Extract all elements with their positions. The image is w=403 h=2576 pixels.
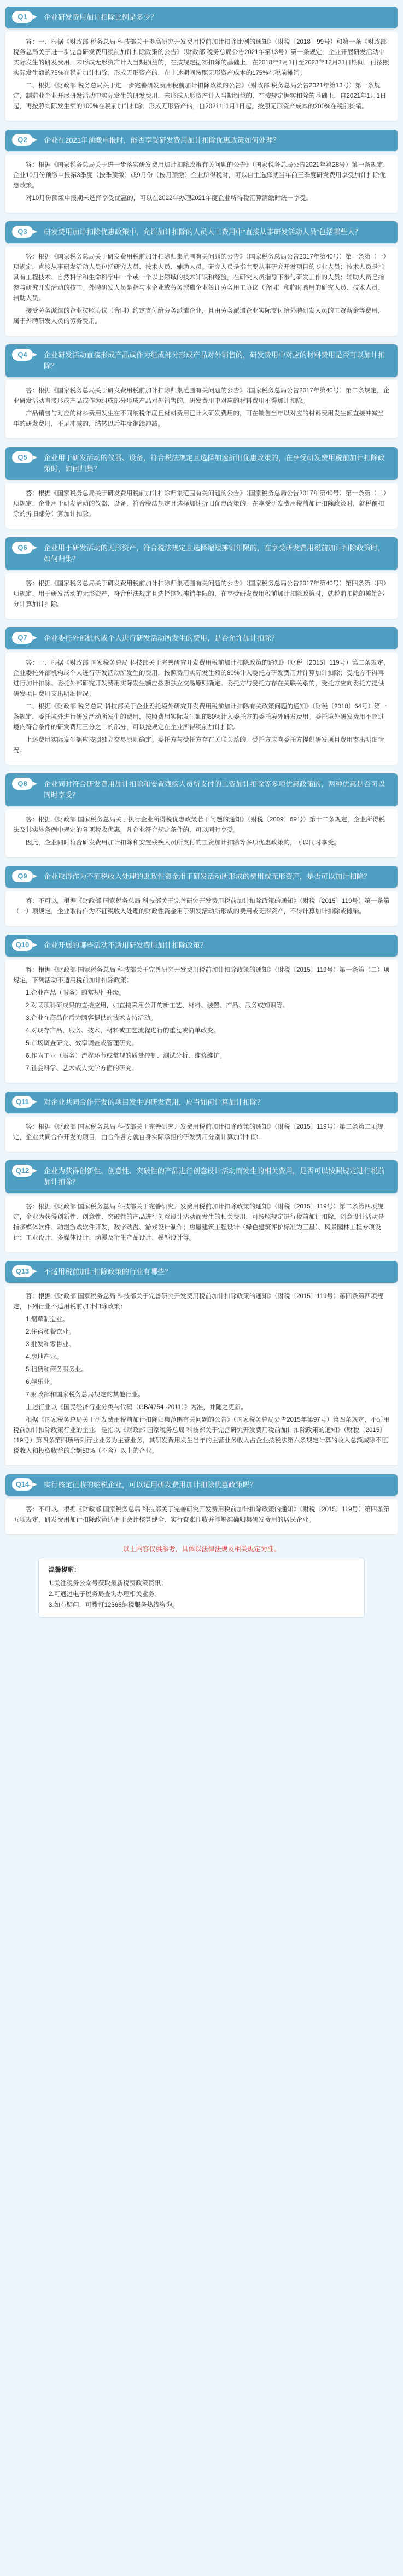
question-banner xyxy=(5,537,398,570)
answer-block xyxy=(5,1286,398,1465)
answer-paragraph: 7.社会科学、艺术或人文学方面的研究。 xyxy=(26,1065,138,1072)
answer-block xyxy=(5,380,398,438)
faq-item xyxy=(5,773,398,857)
answer-paragraph: 答：根据《财政部 国家税务总局 科技部关于完善研究开发费用税前加计扣除政策的通知》（财税〔2015〕119号）第二条第四项规定，企业为获得创新性、创意性、突破性的产品进行创意设计活动而发生的相关费用，可按照规定进行税前加计扣除。创意设计活动是指多媒体软件、动漫游戏软件开发，数字动漫、游戏设计制作；房屋建筑工程设计（绿色建筑评价标准为三星）、风景园林工程专项设计；工业设计、多媒体设计、动漫及衍生产品设计、模型设计等。 xyxy=(13,1204,384,1241)
question-text: 对企业共同合作开发的项目发生的研发费用，应当如何计算加计扣除？ xyxy=(44,1098,265,1106)
tips-line: 3.如有疑问，可拨打12366纳税服务热线咨询。 xyxy=(49,1602,179,1609)
question-number-badge: Q8 xyxy=(12,778,33,790)
question-text: 企业用于研发活动的无形资产，符合税法规定且选择缩短摊销年限的，在享受研发费用税前加计扣除政策时，如何归集？ xyxy=(44,544,386,563)
answer-paragraph: 3.批发和零售业。 xyxy=(26,1341,75,1348)
question-number-badge: Q6 xyxy=(12,542,33,554)
question-number-badge: Q10 xyxy=(12,939,33,951)
question-number-badge: Q9 xyxy=(12,870,33,882)
question-number-badge: Q2 xyxy=(12,134,33,146)
answer-paragraph: 答：一、根据《财政部 国家税务总局 科技部关于完善研究开发费用税前加计扣除政策的通知》（财税〔2015〕119号）第二条规定，企业委托外部机构或个人进行研发活动所发生的费用，按照费用实际发生额的80%计入委托方研发费用并计算加计扣除；受托方不得再进行加计扣除。委托外部研究开发费用实际发生额应按照独立交易原则确定。委托方与受托方存在关联关系的，受托方应向委托方提供研发项目费用支出明细情况。 xyxy=(13,660,390,697)
answer-paragraph: 7.财政部和国家税务总局规定的其他行业。 xyxy=(26,1392,144,1398)
question-banner xyxy=(5,1261,398,1283)
answer-paragraph: 答：根据《财政部 国家税务总局 科技部关于完善研究开发费用税前加计扣除政策的通知》（财税〔2015〕119号）第二条第二项规定，企业共同合作开发的项目，由合作各方就自身实际承担的研发费用分别计算加计扣除。 xyxy=(13,1124,384,1141)
faq-list xyxy=(5,7,398,1618)
answer-paragraph: 5.租赁和商务服务业。 xyxy=(26,1366,88,1373)
answer-paragraph: 6.作为工业（服务）流程环节或常规的质量控制、测试分析、维修维护。 xyxy=(26,1053,226,1059)
question-banner xyxy=(5,866,398,888)
question-banner xyxy=(5,935,398,957)
tips-title: 温馨提醒： xyxy=(49,1567,80,1574)
faq-item xyxy=(5,1261,398,1465)
question-banner xyxy=(5,773,398,806)
answer-paragraph: 上述费用实际发生额应按照独立交易原则确定。委托方与受托方存在关联关系的，受托方应向委托方提供研发项目费用支出明细情况。 xyxy=(13,737,384,754)
question-text: 企业研发活动直接形成产品或作为组成部分形成产品对外销售的，研发费用中对应的材料费用是否可以加计扣除？ xyxy=(44,351,386,370)
answer-block xyxy=(5,247,398,336)
question-text: 企业研发费用加计扣除比例是多少？ xyxy=(44,13,158,21)
faq-item xyxy=(5,130,398,213)
answer-paragraph: 4.对现存产品、服务、技术、材料或工艺流程进行的重复或简单改变。 xyxy=(26,1028,220,1034)
question-text: 企业同时符合研发费用加计扣除和安置残疾人员所支付的工资加计扣除等多项优惠政策的，两种优惠是否可以同时享受？ xyxy=(44,780,386,799)
question-number-badge: Q4 xyxy=(12,349,33,361)
answer-paragraph: 5.市场调查研究、效率调查或管理研究。 xyxy=(26,1040,138,1047)
answer-paragraph: 答：根据《国家税务总局关于进一步落实研发费用加计扣除政策有关问题的公告》（国家税务总局公告2021年第28号）第一条规定，企业10月份预缴申报第3季度（按季预缴）或9月份（按月预缴）企业所得税时，可以自主选择就当年前三季度研发费用享受加计扣除优惠政策。 xyxy=(13,162,390,189)
answer-block xyxy=(5,653,398,765)
question-number-badge: Q14 xyxy=(12,1478,33,1491)
answer-paragraph: 答：不可以。根据《财政部 国家税务总局 科技部关于完善研究开发费用税前加计扣除政策的通知》（财税〔2015〕119号）第一条第（一）项规定，企业取得作为不征税收入处理的财政性资金用于研发活动所形成的费用或无形资产，不得计算加计扣除或摊销。 xyxy=(13,898,390,915)
question-text: 企业委托外部机构或个人进行研发活动所发生的费用，是否允许加计扣除？ xyxy=(44,634,279,642)
faq-item xyxy=(5,447,398,529)
answer-paragraph: 答：根据《财政部 国家税务总局 科技部关于完善研究开发费用税前加计扣除政策的通知》（财税〔2015〕119号）第一条第（二）项规定，下列活动不适用税前加计扣除政策： xyxy=(13,967,390,984)
faq-item xyxy=(5,7,398,121)
question-number-badge: Q12 xyxy=(12,1165,33,1177)
answer-block xyxy=(5,1117,398,1152)
answer-paragraph: 产品销售与对应的材料费用发生在不同纳税年度且材料费用已计入研发费用的，可在销售当年以对应的材料费用发生额直接冲减当年的研发费用，不足冲减的，结转以后年度继续冲减。 xyxy=(13,410,384,427)
question-number-badge: Q5 xyxy=(12,451,33,463)
answer-paragraph: 上述行业以《国民经济行业分类与代码（GB/4754 -2011）》为准，并随之更新。 xyxy=(26,1404,247,1411)
answer-block xyxy=(5,573,398,619)
answer-paragraph: 接受劳务派遣的企业按照协议（合同）约定支付给劳务派遣企业，且由劳务派遣企业实际支付给外聘研发人员的工资薪金等费用，属于外聘研发人员的劳务费用。 xyxy=(13,308,384,325)
answer-paragraph: 二、根据《财政部 税务总局 科技部关于企业委托境外研究开发费用税前加计扣除有关政策问题的通知》（财税〔2018〕64号）第一条规定，委托境外进行研发活动所发生的费用，按照费用实际发生额的80%计入委托方的委托境外研发费用。委托境外研发费用不超过境内符合条件的研发费用三分之二的部分，可以按规定在企业所得税前加计扣除。 xyxy=(13,703,387,731)
answer-block xyxy=(5,483,398,529)
question-number-badge: Q7 xyxy=(12,632,33,644)
question-banner xyxy=(5,7,398,28)
answer-paragraph: 6.娱乐业。 xyxy=(26,1379,56,1386)
question-text: 研发费用加计扣除优惠政策中，允许加计扣除的人员人工费用中"直接从事研发活动人员"包括哪些人？ xyxy=(44,228,362,236)
faq-item xyxy=(5,1160,398,1252)
faq-item xyxy=(5,537,398,619)
question-banner xyxy=(5,627,398,649)
question-banner xyxy=(5,344,398,377)
faq-item xyxy=(5,1092,398,1152)
tips-box xyxy=(38,1558,365,1618)
answer-block xyxy=(5,891,398,926)
answer-paragraph: 答：根据《国家税务总局关于研发费用税前加计扣除归集范围有关问题的公告》（国家税务总局公告2017年第40号）第二条规定，企业研发活动直接形成产品或作为组成部分形成产品对外销售的，研发费用中对应的材料费用不得加计扣除。 xyxy=(13,388,390,404)
question-text: 实行核定征收的纳税企业，可以适用研发费用加计扣除优惠政策吗？ xyxy=(44,1481,258,1489)
question-number-badge: Q11 xyxy=(12,1096,33,1108)
faq-item xyxy=(5,866,398,926)
answer-paragraph: 4.房地产业。 xyxy=(26,1354,63,1360)
question-text: 不适用税前加计扣除政策的行业有哪些？ xyxy=(44,1268,172,1276)
tips-line: 1.关注税务公众号获取最新税费政策资讯； xyxy=(49,1580,167,1587)
faq-item xyxy=(5,1474,398,1534)
question-text: 企业为获得创新性、创意性、突破性的产品进行创意设计活动而发生的相关费用，是否可以按照规定进行税前加计扣除？ xyxy=(44,1167,386,1186)
answer-block xyxy=(5,960,398,1083)
question-number-badge: Q1 xyxy=(12,11,33,23)
answer-block xyxy=(5,1196,398,1252)
question-banner xyxy=(5,447,398,480)
answer-paragraph: 答：根据《财政部 国家税务总局 科技部关于完善研究开发费用税前加计扣除政策的通知》（财税〔2015〕119号）第四条第四项规定，下列行业不适用税前加计扣除政策： xyxy=(13,1293,384,1310)
answer-paragraph: 答：根据《国家税务总局关于研发费用税前加计扣除归集范围有关问题的公告》（国家税务总局公告2017年第40号）第一条第（一）项规定，直接从事研发活动人员包括研究人员、技术人员、辅助人员。研究人员是指主要从事研究开发项目的专业人员；技术人员是指具有工程技术、自然科学和生命科学中一个或一个以上领域的技术知识和经验，在研究人员指导下参与研发工作的人员；辅助人员是指参与研究开发活动的技工。外聘研发人员是指与本企业或劳务派遣企业签订劳务用工协议（合同）和临时聘用的研究人员、技术人员、辅助人员。 xyxy=(13,254,390,302)
question-number-badge: Q3 xyxy=(12,226,33,238)
answer-paragraph: 答：根据《国家税务总局关于研发费用税前加计扣除归集范围有关问题的公告》（国家税务总局公告2017年第40号）第四条第（四）项规定，用于研发活动的无形资产，符合税法规定且选择缩短摊销年限的，在享受研发费用税前加计扣除政策时，就税前扣除的摊销部分计算加计扣除。 xyxy=(13,580,390,608)
question-banner xyxy=(5,1160,398,1193)
tips-line: 2.可通过电子税务局查询办理相关业务； xyxy=(49,1591,161,1598)
answer-paragraph: 答：一、根据《财政部 税务总局 科技部关于提高研究开发费用税前加计扣除比例的通知》（财税〔2018〕99号）和第一条《财政部 税务总局关于进一步完善研发费用税前加计扣除政策的公告》（财政部 税务总局公告2021年第13号）第一条规定，企业开展研发活动中实际发生的研发费用，未形成无形资产计入当期损益的，在按规定据实扣除的基础上，在2018年1月1日至2023年12月31日期间，再按照实际发生额的75%在税前加计扣除；形成无形资产的，在上述期间按照无形资产成本的175%在税前摊销。 xyxy=(13,39,389,77)
answer-paragraph: 2.住宿和餐饮业。 xyxy=(26,1329,75,1335)
faq-item xyxy=(5,344,398,438)
question-banner xyxy=(5,1474,398,1496)
answer-paragraph: 答：不可以。根据《财政部 国家税务总局 科技部关于完善研究开发费用税前加计扣除政策的通知》（财税〔2015〕119号）第四条第五项规定，研发费用加计扣除政策适用于会计核算健全、实行查账征收并能够准确归集研发费用的居民企业。 xyxy=(13,1506,390,1523)
answer-paragraph: 2.对某项科研成果的直接应用，如直接采用公开的新工艺、材料、装置、产品、服务或知识等。 xyxy=(26,1002,289,1009)
answer-block xyxy=(5,155,398,213)
faq-item xyxy=(5,627,398,765)
answer-block xyxy=(5,1499,398,1534)
question-text: 企业取得作为不征税收入处理的财政性资金用于研发活动所形成的费用或无形资产，是否可以加计扣除？ xyxy=(44,872,371,881)
question-text: 企业在2021年预缴申报时，能否享受研发费用加计扣除优惠政策如何处理？ xyxy=(44,136,280,144)
answer-paragraph: 根据《国家税务总局关于研发费用税前加计扣除归集范围有关问题的公告》（国家税务总局公告2015年第97号）第四条规定，不适用税前加计扣除政策行业的企业，是指以《财政部 国家税务总局 科技部关于完善研究开发费用税前加计扣除政策的通知》（财税〔2015〕119号）第四条第四项所列行业业务为主营业务，其研发费用发生当年的主营业务收入占企业按税法第六条规定计算的收入总额减除不征税收入和投资收益的余额50%（不含）以上的企业。 xyxy=(13,1417,390,1454)
answer-paragraph: 3.企业在商品化后为顾客提供的技术支持活动。 xyxy=(26,1015,157,1022)
answer-block xyxy=(5,32,398,121)
question-text: 企业用于研发活动的仪器、设备，符合税法规定且选择加速折旧优惠政策的，在享受研发费用税前加计扣除政策时，如何归集？ xyxy=(44,454,386,473)
answer-block xyxy=(5,809,398,857)
question-banner xyxy=(5,1092,398,1113)
disclaimer-note: 以上内容仅供参考，具体以法律法规及相关规定为准。 xyxy=(122,1545,281,1553)
answer-paragraph: 对10月份预缴申报期未选择享受优惠的，可以在2022年办理2021年度企业所得税汇算清缴时统一享受。 xyxy=(26,195,312,202)
question-number-badge: Q13 xyxy=(12,1265,33,1277)
question-banner xyxy=(5,130,398,151)
faq-item xyxy=(5,221,398,336)
answer-paragraph: 答：根据《财政部 国家税务总局关于执行企业所得税优惠政策若干问题的通知》（财税〔2009〕69号）第十二条规定，企业所得税法及其实施条例中规定的各项税收优惠，凡企业符合规定条件的，可以同时享受。 xyxy=(13,817,385,834)
faq-item xyxy=(5,935,398,1083)
answer-paragraph: 1.企业产品（服务）的常规性升级。 xyxy=(26,990,126,996)
answer-paragraph: 1.烟草制造业。 xyxy=(26,1316,69,1323)
question-banner xyxy=(5,221,398,243)
question-text: 企业开展的哪些活动不适用研发费用加计扣除政策？ xyxy=(44,941,208,949)
answer-paragraph: 答：根据《国家税务总局关于研发费用税前加计扣除归集范围有关问题的公告》（国家税务总局公告2017年第40号）第一条第（二）项规定，企业用于研发活动的仪器、设备，符合税法规定且选择加速折旧优惠政策的，在享受研发费用税前加计扣除政策时，就税前扣除的折旧部分计算加计扣除。 xyxy=(13,490,390,518)
answer-paragraph: 因此，企业同时符合研发费用加计扣除和安置残疾人员所支付的工资加计扣除等多项优惠政策的，可以同时享受。 xyxy=(26,840,340,846)
answer-paragraph: 二、根据《财政部 税务总局关于进一步完善研发费用税前加计扣除政策的公告》（财政部 税务总局公告2021年第13号）第一条规定，制造业企业开展研发活动中实际发生的研发费用，未形成无形资产计入当期损益的，在按规定据实扣除的基础上，自2021年1月1日起，再按照实际发生额的100%在税前加计扣除；形成无形资产的，自2021年1月1日起，按照无形资产成本的200%在税前摊销。 xyxy=(13,83,387,110)
